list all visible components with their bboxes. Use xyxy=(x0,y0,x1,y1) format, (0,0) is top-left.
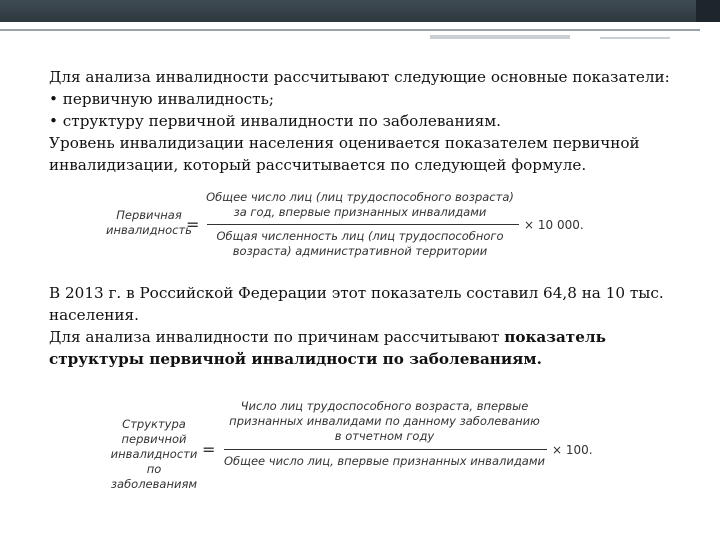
formula-numerator xyxy=(222,399,547,444)
decorative-line xyxy=(430,35,570,39)
formula-label-line: инвалидности xyxy=(110,447,198,461)
intro-line: Для анализа инвалидности рассчитывают следующие основные показатели: xyxy=(49,68,670,86)
bullet-primary-disability: • первичную инвалидность; xyxy=(49,90,274,108)
fraction-bar xyxy=(224,449,547,450)
denominator-line: возраста) административной территории xyxy=(232,244,488,258)
formula-multiplier: × 100. xyxy=(552,443,593,457)
bullet-structure: • структуру первичной инвалидности по заболеваниям. xyxy=(49,112,501,130)
formula-numerator xyxy=(205,190,515,220)
numerator-line: Число лиц трудоспособного возраста, впервые xyxy=(240,399,529,413)
analysis-line xyxy=(49,326,699,348)
numerator-line: Общее число лиц (лиц трудоспособного возраста) xyxy=(206,190,514,204)
equals-sign: = xyxy=(186,215,200,234)
statistic-line: В 2013 г. в Российской Федерации этот показатель составил 64,8 на 10 тыс. xyxy=(49,284,664,302)
formula-label-line: первичной xyxy=(121,432,187,446)
denominator-line: Общая численность лиц (лиц трудоспособного xyxy=(216,229,504,243)
intro-line: инвалидизации, который рассчитывается по следующей формуле. xyxy=(49,156,587,174)
denominator-line: Общее число лиц, впервые признанных инвалидами xyxy=(224,454,545,468)
numerator-line: в отчетном году xyxy=(334,429,435,443)
formula-label-line: по заболеваниям xyxy=(110,462,198,491)
numerator-line: за год, впервые признанных инвалидами xyxy=(233,205,487,219)
formula-label xyxy=(104,208,194,238)
analysis-text: Для анализа инвалидности по причинам рассчитывают xyxy=(49,328,505,346)
intro-text xyxy=(49,66,699,176)
equals-sign: = xyxy=(202,440,216,459)
formula-denominator xyxy=(222,454,547,469)
statistic-line: населения. xyxy=(49,306,139,324)
formula-multiplier: × 10 000. xyxy=(524,218,584,232)
formula-label xyxy=(104,417,204,492)
decorative-line xyxy=(600,37,670,39)
intro-line: Уровень инвалидизации населения оценивается показателем первичной xyxy=(49,134,640,152)
analysis-bold-line: структуры первичной инвалидности по заболеваниям. xyxy=(49,350,542,368)
statistics-text xyxy=(49,282,699,370)
analysis-bold-text: показатель xyxy=(504,328,606,346)
formula-label-line: Структура xyxy=(122,417,186,431)
formula-label-line: инвалидность xyxy=(106,223,192,237)
formula-denominator xyxy=(205,229,515,259)
formula-label-line: Первичная xyxy=(116,208,182,222)
slide-top-bar xyxy=(0,0,720,22)
fraction-bar xyxy=(207,224,519,225)
numerator-line: признанных инвалидами по данному заболеванию xyxy=(229,414,540,428)
decorative-line xyxy=(0,29,700,31)
slide-top-bar-corner xyxy=(696,0,720,22)
